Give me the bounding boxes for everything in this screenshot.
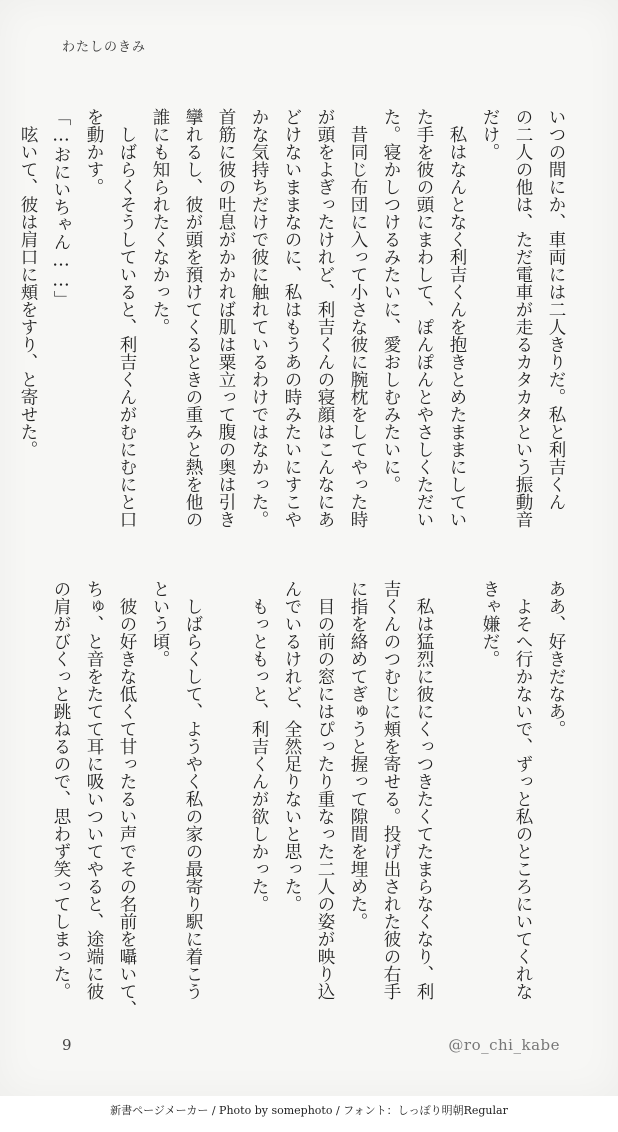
text-column: もっともっと、利吉くんが欲しかった。	[249, 580, 269, 913]
text-column: どけないままなのに、私はもうあの時みたいにすこや	[282, 108, 302, 528]
text-column: という頃。	[150, 580, 170, 668]
text-column: よそへ行かないで、ずっと私のところにいてくれな	[513, 580, 533, 1000]
running-title: わたしのきみ	[62, 40, 147, 55]
footer-credit: 新書ページメーカー / Photo by somephoto / フォント：しっぽり明朝Regular	[110, 1104, 508, 1117]
text-column: た手を彼の頭にまわして、ぽんぽんとやさしくただい	[414, 108, 434, 528]
text-column: 私は猛烈に彼にくっつきたくてたまらなくなり、利	[414, 580, 434, 1000]
text-column: 目の前の窓にはぴったり重なった二人の姿が映り込	[315, 580, 335, 1000]
text-column: しばらくそうしていると、利吉くんがむにむにと口	[117, 108, 137, 528]
text-column: きゃ嫌だ。	[480, 580, 500, 668]
text-column	[213, 580, 238, 1020]
text-column: が頭をよぎったけれど、利吉くんの寝顔はこんなにあ	[315, 108, 335, 528]
text-column: の肩がびくっと跳ねるので、思わず笑ってしまった。	[51, 580, 71, 1000]
text-column: た。寝かしつけるみたいに、愛おしむみたいに。	[381, 108, 401, 493]
text-column: ああ、好きだなあ。	[546, 580, 566, 738]
text-column: 呟いて、彼は肩口に頬をすり、と寄せた。	[18, 108, 38, 458]
text-block-bottom	[48, 580, 568, 1020]
text-column	[444, 580, 469, 1020]
text-column: に指を絡めてぎゅうと握って隙間を埋めた。	[348, 580, 368, 930]
text-block-top	[15, 108, 568, 538]
text-column: 首筋に彼の吐息がかかれば肌は粟立って腹の奥は引き	[216, 108, 236, 528]
author-handle: @ro_chi_kabe	[448, 1036, 560, 1054]
text-column: 攣れるし、彼が頭を預けてくるときの重みと熱を他の	[183, 108, 203, 528]
text-column: しばらくして、ようやく私の家の最寄り駅に着こう	[183, 580, 203, 1000]
text-column: 「…おにいちゃん……」	[51, 108, 71, 308]
text-column: を動かす。	[84, 108, 104, 196]
text-column: 吉くんのつむじに頬を寄せる。投げ出された彼の右手	[381, 580, 401, 1000]
text-column: の二人の他は、ただ電車が走るカタカタという振動音	[513, 108, 533, 528]
text-column: 誰にも知られたくなかった。	[150, 108, 170, 336]
page-number: 9	[62, 1036, 72, 1054]
text-column: 昔同じ布団に入って小さな彼に腕枕をしてやった時	[348, 108, 368, 528]
text-column: ちゅ、と音をたてて耳に吸いついてやると、途端に彼	[84, 580, 104, 1000]
text-column: 彼の好きな低くて甘ったるい声でその名前を囁いて、	[117, 580, 137, 1018]
text-column: だけ。	[480, 108, 500, 161]
text-column: んでいるけれど、全然足りないと思った。	[282, 580, 302, 913]
text-column: かな気持ちだけで彼に触れているわけではなかった。	[249, 108, 269, 528]
text-column: 私はなんとなく利吉くんを抱きとめたままにしてい	[447, 108, 467, 528]
text-column: いつの間にか、車両には二人きりだ。私と利吉くん	[546, 108, 566, 511]
